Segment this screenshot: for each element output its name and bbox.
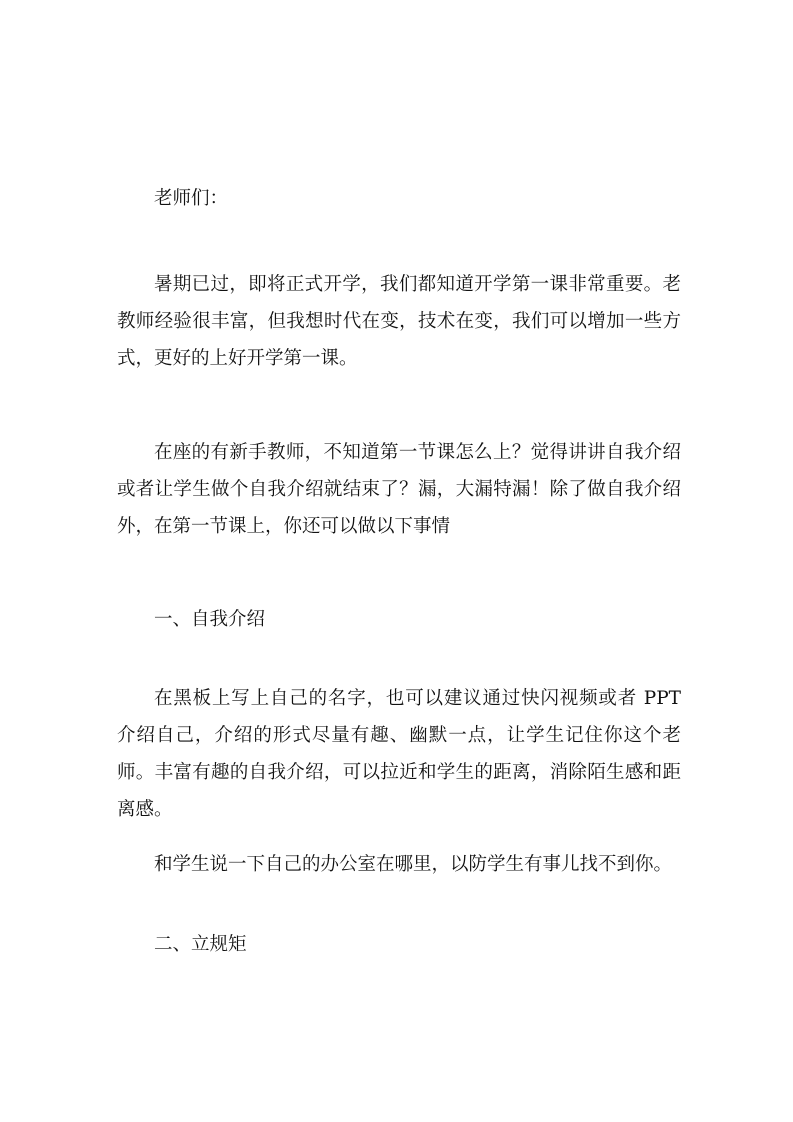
self-introduction-paragraph: 在黑板上写上自己的名字，也可以建议通过快闪视频或者 PPT 介绍自己，介绍的形式尽量有趣、幽默一点，让学生记住你这个老师。丰富有趣的自我介绍，可以拉近和学生的距离，消除陌生感和距离感。 xyxy=(117,688,681,820)
intro-paragraph: 暑期已过，即将正式开学，我们都知道开学第一课非常重要。老教师经验很丰富，但我想时代在变，技术在变，我们可以增加一些方式，更好的上好开学第一课。 xyxy=(117,274,681,369)
section-heading-self-introduction: 一、自我介绍 xyxy=(154,609,266,630)
office-location-paragraph: 和学生说一下自己的办公室在哪里，以防学生有事儿找不到你。 xyxy=(154,854,673,875)
section-heading-rules: 二、立规矩 xyxy=(154,934,247,955)
greeting-paragraph: 老师们： xyxy=(154,188,229,209)
new-teacher-paragraph: 在座的有新手教师，不知道第一节课怎么上？觉得讲讲自我介绍或者让学生做个自我介绍就结束了？漏，大漏特漏！除了做自我介绍外，在第一节课上，你还可以做以下事情 xyxy=(117,442,681,537)
